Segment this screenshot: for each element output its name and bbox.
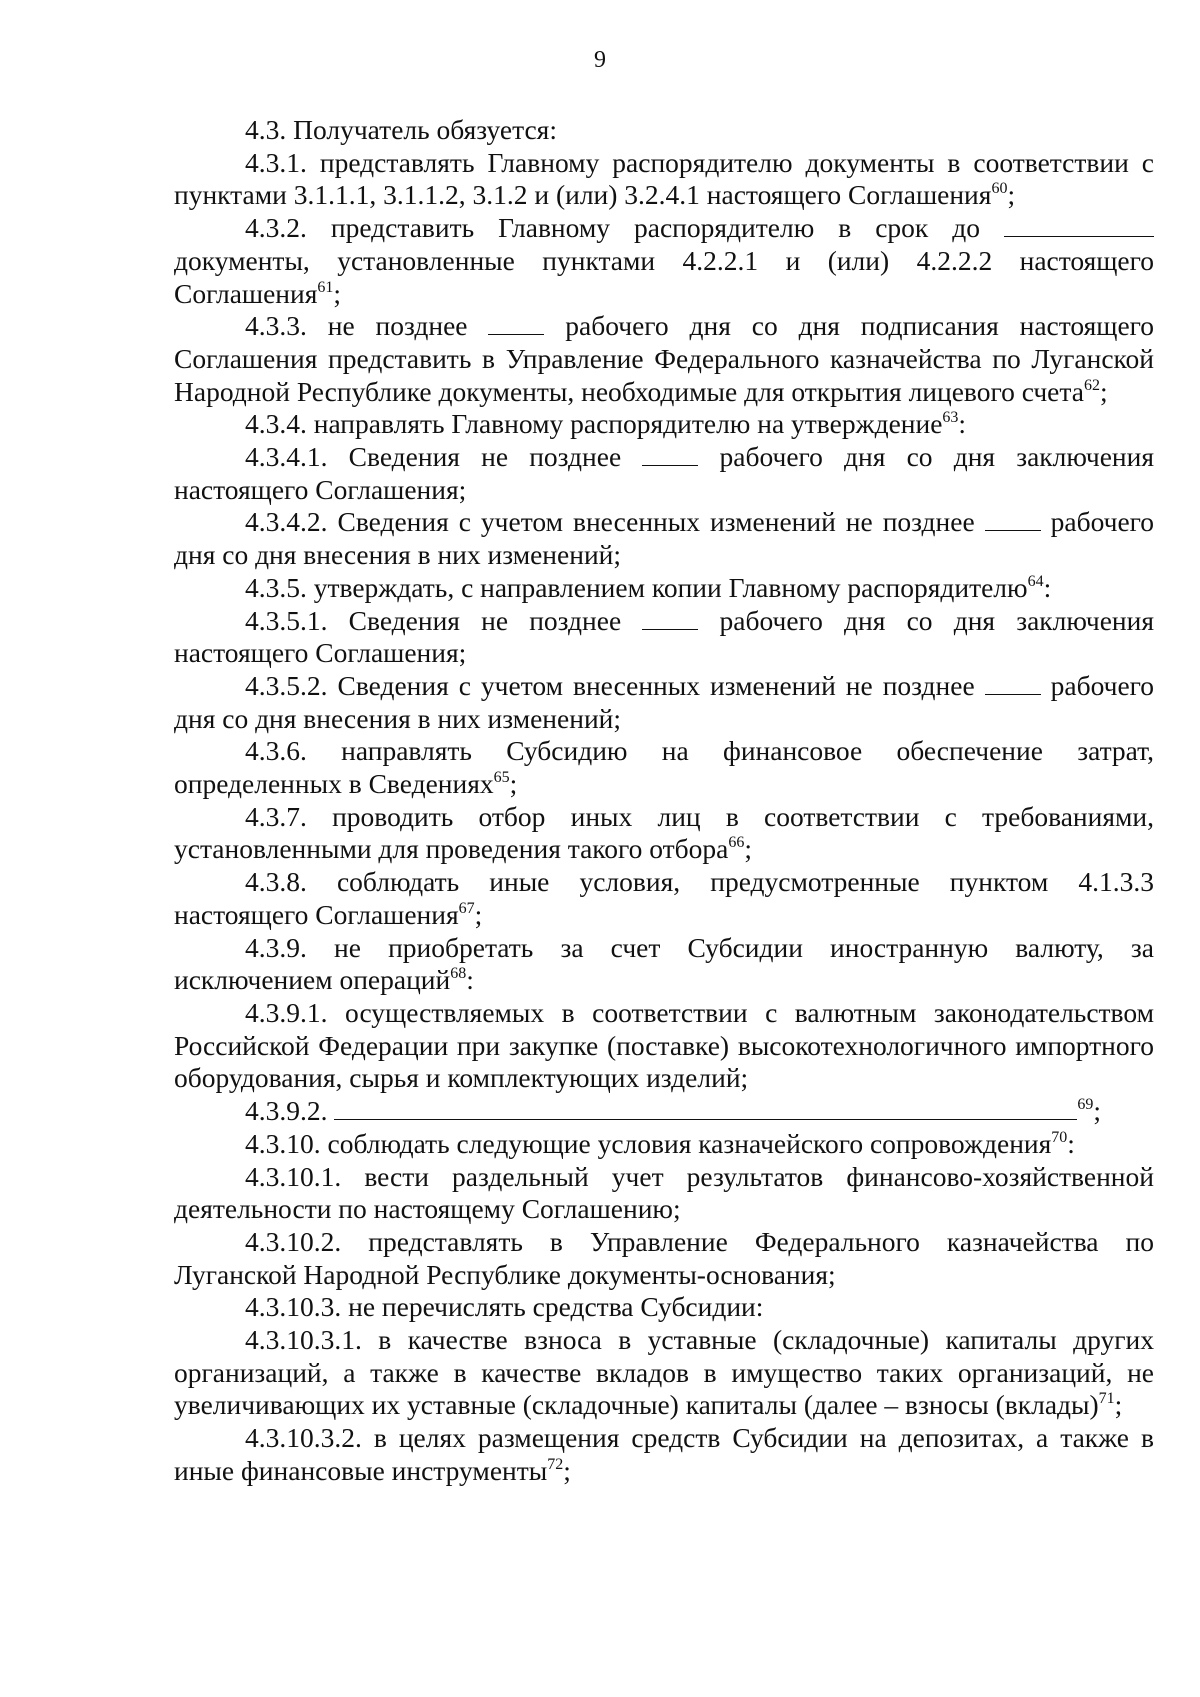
paragraph-4-3-1 [174,147,1154,212]
paragraph-4-3-10-3-2 [174,1422,1154,1487]
paragraph-4-3-9-1 [174,997,1154,1095]
fill-in-blank [488,312,544,335]
footnote-ref: 67 [458,899,475,917]
paragraph-tail: ; [1099,375,1108,407]
paragraph-text-after: рабочего дня со дня внесения в них изменений; [174,506,1155,571]
paragraph-4-3-4-2 [174,506,1154,571]
footnote-ref: 65 [493,769,510,787]
paragraph-text: 4.3.10.3. не перечислять средства Субсидии: [245,1291,764,1323]
paragraph-text-before: 4.3.2. представить Главному распорядителю в срок до [245,212,981,244]
paragraph-text-after: рабочего дня со дня заключения настоящего Соглашения; [174,604,1154,669]
footnote-ref: 61 [317,278,334,296]
paragraph-text: 4.3. Получатель обязуется: [245,114,557,145]
fill-in-blank [1004,214,1154,237]
page-number: 9 [594,47,606,73]
paragraph-tail: ; [1114,1389,1123,1421]
paragraph-text-after: документы, установленные пунктами 4.2.2.1 и (или) 4.2.2.2 настоящего Соглашения [174,244,1154,309]
fill-in-blank [642,443,698,466]
footnote-ref: 72 [547,1455,564,1473]
paragraph-text: 4.3.10.1. вести раздельный учет результатов финансово-хозяйственной деятельности по настоящему Соглашению; [174,1160,1154,1225]
paragraph-4-3-2 [174,212,1154,310]
footnote-ref: 62 [1083,376,1100,394]
paragraph-4-3-10-2 [174,1226,1154,1291]
paragraph-4-3-5 [174,572,1154,605]
paragraph-tail: : [1043,571,1052,603]
paragraph-text-before: 4.3.4.1. Сведения не позднее [245,441,622,473]
paragraph-tail: ; [474,898,483,930]
footnote-ref: 71 [1098,1390,1115,1408]
paragraph-text-after: рабочего дня со дня подписания настоящего Соглашения представить в Управление Федерального казначейства по Луганской Народной Республике документы, необходимые для открытия лицевого счета [174,310,1154,407]
paragraph-text-before: 4.3.5.1. Сведения не позднее [245,604,622,636]
paragraph-4-3-8 [174,866,1154,931]
paragraph-4-3-6 [174,735,1154,800]
paragraph-text: 4.3.1. представлять Главному распорядителю документы в соответствии с пунктами 3.1.1.1, 3.1.1.2, 3.1.2 и (или) 3.2.4.1 настоящего Соглашения [174,146,1154,211]
footnote-ref: 63 [942,409,959,427]
paragraph-4-3-10-3 [174,1291,1154,1324]
paragraph-4-3-3 [174,310,1154,408]
footnote-ref: 64 [1027,572,1044,590]
paragraph-tail: : [1067,1127,1075,1159]
paragraph-text: 4.3.7. проводить отбор иных лиц в соответствии с требованиями, установленными для проведения такого отбора [174,800,1154,865]
paragraph-tail: : [958,408,967,440]
footnote-ref: 70 [1051,1128,1068,1146]
paragraph-4-3-9-2 [174,1095,1154,1128]
paragraph-text: 4.3.10.3.2. в целях размещения средств Субсидии на депозитах, а также в иные финансовые инструменты [174,1422,1154,1486]
paragraph-tail: ; [509,768,518,800]
paragraph-text-after: рабочего дня со дня внесения в них изменений; [174,669,1155,734]
paragraph-text: 4.3.10.2. представлять в Управление Федерального казначейства по Луганской Народной Республике документы-основания; [174,1225,1154,1290]
paragraph-4-3-5-2 [174,670,1154,735]
paragraph-tail: ; [333,277,342,309]
paragraph-text: 4.3.8. соблюдать иные условия, предусмотренные пунктом 4.1.3.3 настоящего Соглашения [174,866,1154,930]
paragraph-4-3-10-3-1 [174,1324,1154,1422]
paragraph-4-3-4 [174,408,1154,441]
paragraph-text-before: 4.3.4.2. Сведения с учетом внесенных изменений не позднее [245,506,975,538]
footnote-ref: 66 [728,834,745,852]
footnote-ref: 60 [991,180,1008,198]
paragraph-tail: ; [1007,179,1016,211]
paragraph-4-3-10 [174,1128,1154,1161]
paragraph-text: 4.3.10. соблюдать следующие условия казначейского сопровождения [245,1127,1052,1159]
paragraph-text-after: рабочего дня со дня заключения настоящего Соглашения; [174,441,1154,505]
paragraph-text-before: 4.3.5.2. Сведения с учетом внесенных изменений не позднее [245,669,975,701]
paragraph-text: 4.3.5. утверждать, с направлением копии Главному распорядителю [245,571,1028,603]
paragraph-4-3 [174,114,1154,147]
paragraph-text: 4.3.9. не приобретать за счет Субсидии иностранную валюту, за исключением операций [174,931,1154,996]
paragraph-text: 4.3.4. направлять Главному распорядителю на утверждение [245,408,943,440]
paragraph-text: 4.3.9.1. осуществляемых в соответствии с валютным законодательством Российской Федерации при закупке (поставке) высокотехнологичного импортного оборудования, сырья и комплектующих изделий; [174,996,1154,1094]
paragraph-4-3-5-1 [174,605,1154,670]
footnote-ref: 68 [450,965,467,983]
paragraph-4-3-9 [174,932,1154,997]
paragraph-4-3-7 [174,801,1154,866]
fill-in-blank [642,607,698,630]
fill-in-blank [334,1097,1077,1120]
paragraph-tail: ; [1093,1095,1102,1127]
paragraph-tail: ; [744,833,752,865]
paragraph-tail: : [466,964,474,996]
paragraph-text-before: 4.3.3. не позднее [245,310,468,342]
fill-in-blank [985,508,1041,531]
paragraph-4-3-4-1 [174,441,1154,506]
fill-in-blank [985,672,1041,695]
document-body [174,114,1154,1488]
footnote-ref: 69 [1077,1096,1094,1114]
paragraph-4-3-10-1 [174,1161,1154,1226]
paragraph-text-before: 4.3.9.2. [245,1095,328,1127]
paragraph-tail: ; [563,1454,571,1486]
paragraph-text: 4.3.6. направлять Субсидию на финансовое обеспечение затрат, определенных в Сведениях [174,735,1154,800]
paragraph-text: 4.3.10.3.1. в качестве взноса в уставные (складочные) капиталы других организаций, а также в качестве вкладов в имущество таких организаций, не увеличивающих их уставные (складочные) капиталы (далее – взносы (вклады) [174,1324,1154,1421]
